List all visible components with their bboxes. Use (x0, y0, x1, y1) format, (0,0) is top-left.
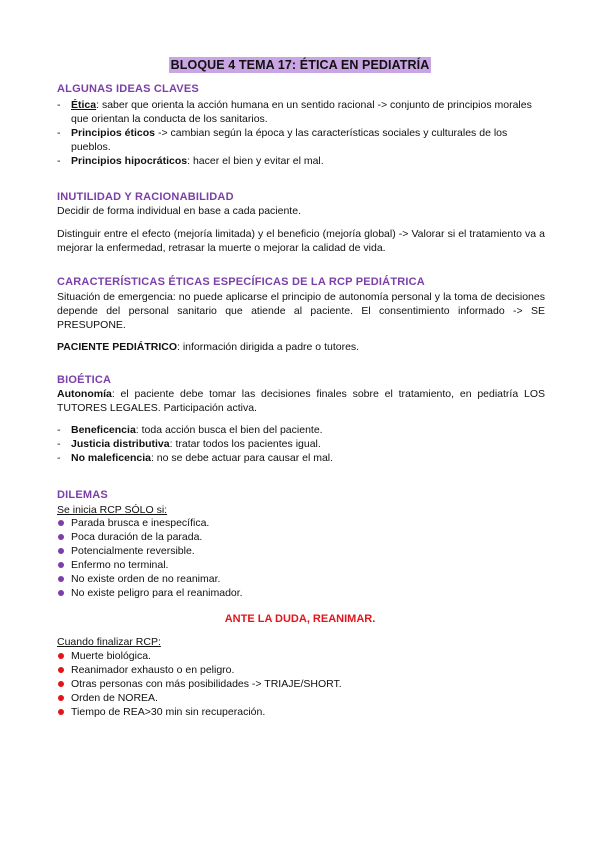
list-item: Parada brusca e inespecífica. (57, 516, 545, 530)
definition: : hacer el bien y evitar el mal. (187, 155, 324, 167)
bullet-icon (58, 681, 64, 687)
list-item: Enfermo no terminal. (57, 558, 545, 572)
definition: : información dirigida a padre o tutores. (176, 341, 360, 353)
list-item: Reanimador exhausto o en peligro. (57, 663, 545, 677)
start-label: Se inicia RCP SÓLO si: (57, 504, 168, 516)
bullet-icon (58, 695, 64, 701)
definition: : tratar todos los pacientes igual. (169, 438, 321, 450)
definition: -> cambian según la época y las características sociales y culturales de los pueblos. (71, 127, 508, 153)
bullet-icon (58, 548, 64, 554)
paragraph: Distinguir entre el efecto (mejoría limitada) y el beneficio (mejoría global) -> Valorar si el tratamiento va a mejorar la enfermedad, retrasar la muerte o mejorar la calidad de vida. (57, 228, 545, 254)
stop-list (57, 649, 545, 719)
bioetica-list (57, 423, 545, 465)
section-heading-caracteristicas: CARACTERÍSTICAS ÉTICAS ESPECÍFICAS DE LA RCP PEDIÁTRICA (57, 276, 425, 288)
term: Principios éticos (71, 127, 156, 139)
definition: : saber que orienta la acción humana en un sentido racional -> conjunto de principios morales que orientan la conducta de los sanitarios. (71, 99, 532, 125)
list-item: - Principios éticos -> cambian según la época y las características sociales y culturales de los pueblos. (57, 127, 508, 153)
section-heading-bioetica: BIOÉTICA (57, 374, 112, 386)
term: PACIENTE PEDIÁTRICO (57, 341, 177, 353)
term: Justicia distributiva (71, 438, 170, 450)
list-item: - Justicia distributiva: tratar todos los pacientes igual. (57, 438, 321, 450)
paragraph-autonomia (57, 387, 545, 415)
definition: : toda acción busca el bien del paciente. (135, 424, 323, 436)
list-item: - Beneficencia: toda acción busca el bien del paciente. (57, 424, 323, 436)
paragraph: Situación de emergencia: no puede aplicarse el principio de autonomía personal y la toma de decisiones depende del personal sanitario que atiende al paciente. El consentimiento informado -> SE PRESUPONE. (57, 291, 545, 331)
term: No maleficencia (71, 452, 151, 464)
bullet-icon (58, 520, 64, 526)
list-item: Otras personas con más posibilidades -> TRIAJE/SHORT. (57, 677, 545, 691)
paragraph: Decidir de forma individual en base a cada paciente. (57, 205, 301, 217)
definition: : el paciente debe tomar las decisiones finales sobre el tratamiento, en pediatría LOS TUTORES LEGALES. Participación activa. (57, 388, 545, 414)
list-item: Muerte biológica. (57, 649, 545, 663)
list-item: Orden de NOREA. (57, 691, 545, 705)
list-item: Potencialmente reversible. (57, 544, 545, 558)
list-item: No existe peligro para el reanimador. (57, 586, 545, 600)
term: Beneficencia (71, 424, 136, 436)
paragraph-paciente (57, 340, 545, 354)
definition: : no se debe actuar para causar el mal. (150, 452, 334, 464)
bullet-icon (58, 534, 64, 540)
list-item: - Principios hipocráticos: hacer el bien y evitar el mal. (57, 155, 324, 167)
term: Principios hipocráticos (71, 155, 188, 167)
motto: ANTE LA DUDA, REANIMAR. (224, 613, 376, 625)
bullet-icon (58, 653, 64, 659)
bullet-icon (58, 576, 64, 582)
page-title: BLOQUE 4 TEMA 17: ÉTICA EN PEDIATRÍA (170, 58, 430, 72)
section-heading-dilemas: DILEMAS (57, 489, 108, 501)
term: Autonomía (57, 388, 112, 400)
term: Ética (71, 99, 97, 111)
list-item: - Ética: saber que orienta la acción humana en un sentido racional -> conjunto de principios morales que orientan la conducta de los sanitarios. (57, 99, 532, 125)
section-heading-inutilidad: INUTILIDAD Y RACIONABILIDAD (57, 191, 234, 203)
bullet-icon (58, 562, 64, 568)
bullet-icon (58, 667, 64, 673)
list-item: Tiempo de REA>30 min sin recuperación. (57, 705, 545, 719)
stop-label: Cuando finalizar RCP: (57, 636, 161, 648)
section-heading-ideas: ALGUNAS IDEAS CLAVES (57, 83, 199, 95)
list-item: No existe orden de no reanimar. (57, 572, 545, 586)
title-wrap (0, 56, 600, 74)
bullet-icon (58, 590, 64, 596)
bullet-icon (58, 709, 64, 715)
list-item: Poca duración de la parada. (57, 530, 545, 544)
list-item: - No maleficencia: no se debe actuar para causar el mal. (57, 452, 334, 464)
ideas-list (57, 98, 545, 168)
start-list (57, 516, 545, 600)
